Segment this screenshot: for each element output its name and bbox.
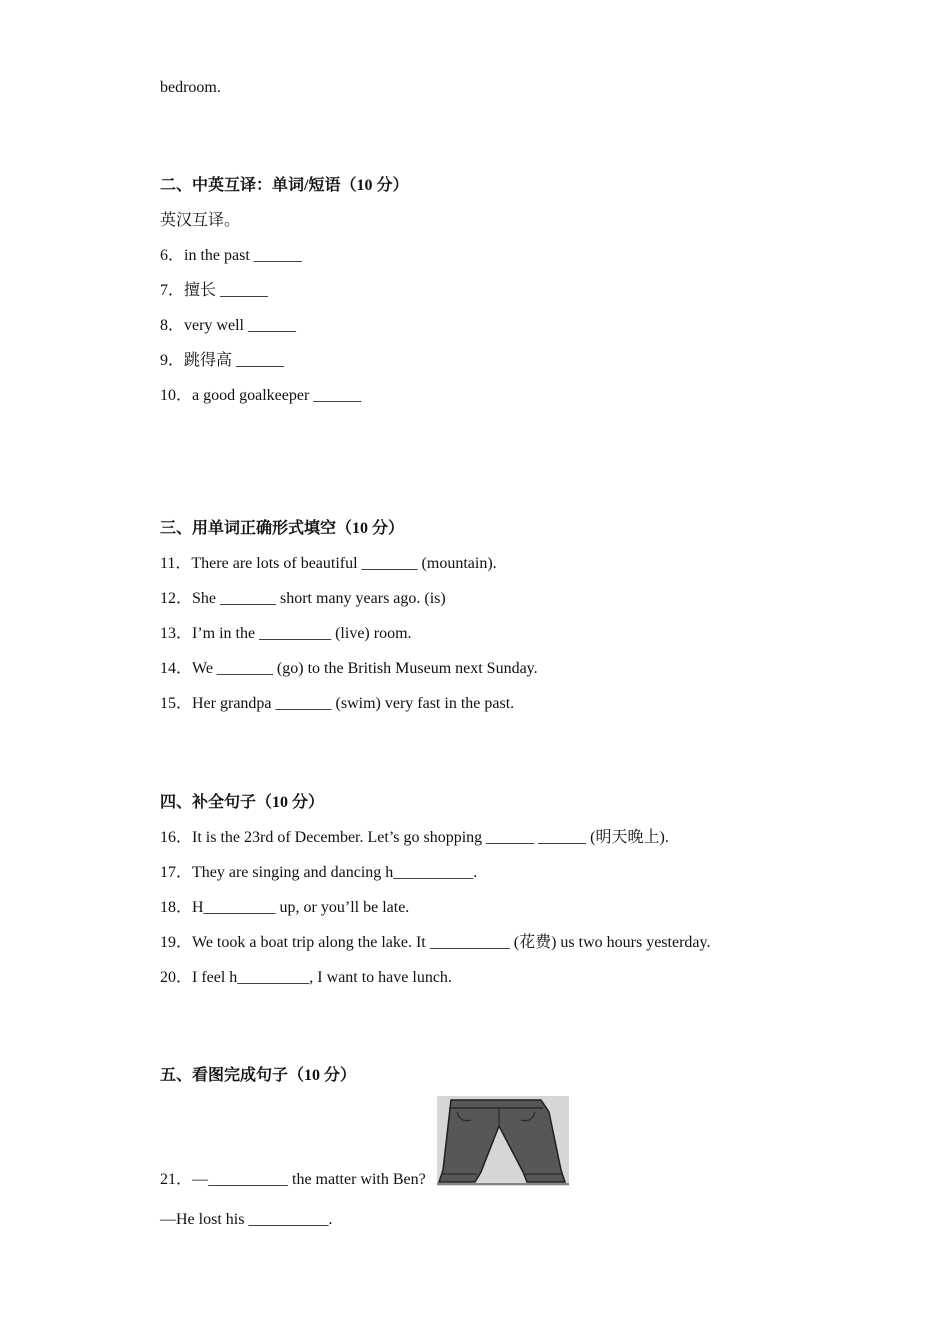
question-6: 6．in the past ______	[160, 247, 302, 264]
question-21-line-2: —He lost his __________.	[160, 1211, 333, 1228]
question-8: 8．very well ______	[160, 317, 296, 334]
section-4-heading: 四、补全句子（10 分）	[160, 794, 325, 811]
question-9: 9．跳得高 ______	[160, 352, 285, 369]
section-3-heading: 三、用单词正确形式填空（10 分）	[160, 520, 405, 537]
question-11: 11．There are lots of beautiful _______ (mountain).	[160, 555, 497, 572]
question-20: 20．I feel h_________, I want to have lunch.	[160, 969, 452, 986]
question-13: 13．I’m in the _________ (live) room.	[160, 625, 412, 642]
question-19: 19．We took a boat trip along the lake. It __________ (花费) us two hours yesterday.	[160, 934, 711, 951]
question-16: 16．It is the 23rd of December. Let’s go shopping ______ ______ (明天晚上).	[160, 829, 669, 846]
question-18: 18．H_________ up, or you’ll be late.	[160, 899, 410, 916]
section-2-instruction: 英汉互译。	[160, 212, 241, 229]
question-15: 15．Her grandpa _______ (swim) very fast in the past.	[160, 695, 515, 712]
section-2-heading: 二、中英互译：单词/短语（10 分）	[160, 177, 409, 194]
section-5-heading: 五、看图完成句子（10 分）	[160, 1067, 357, 1084]
question-7: 7．擅长 ______	[160, 282, 269, 299]
question-14: 14．We _______ (go) to the British Museum next Sunday.	[160, 660, 538, 677]
question-21-line-1: 21．—__________ the matter with Ben?	[160, 1171, 426, 1188]
trousers-picture	[437, 1096, 569, 1186]
intro-text: bedroom.	[160, 79, 221, 96]
question-17: 17．They are singing and dancing h__________.	[160, 864, 478, 881]
question-12: 12．She _______ short many years ago. (is)	[160, 590, 446, 607]
question-10: 10．a good goalkeeper ______	[160, 387, 362, 404]
